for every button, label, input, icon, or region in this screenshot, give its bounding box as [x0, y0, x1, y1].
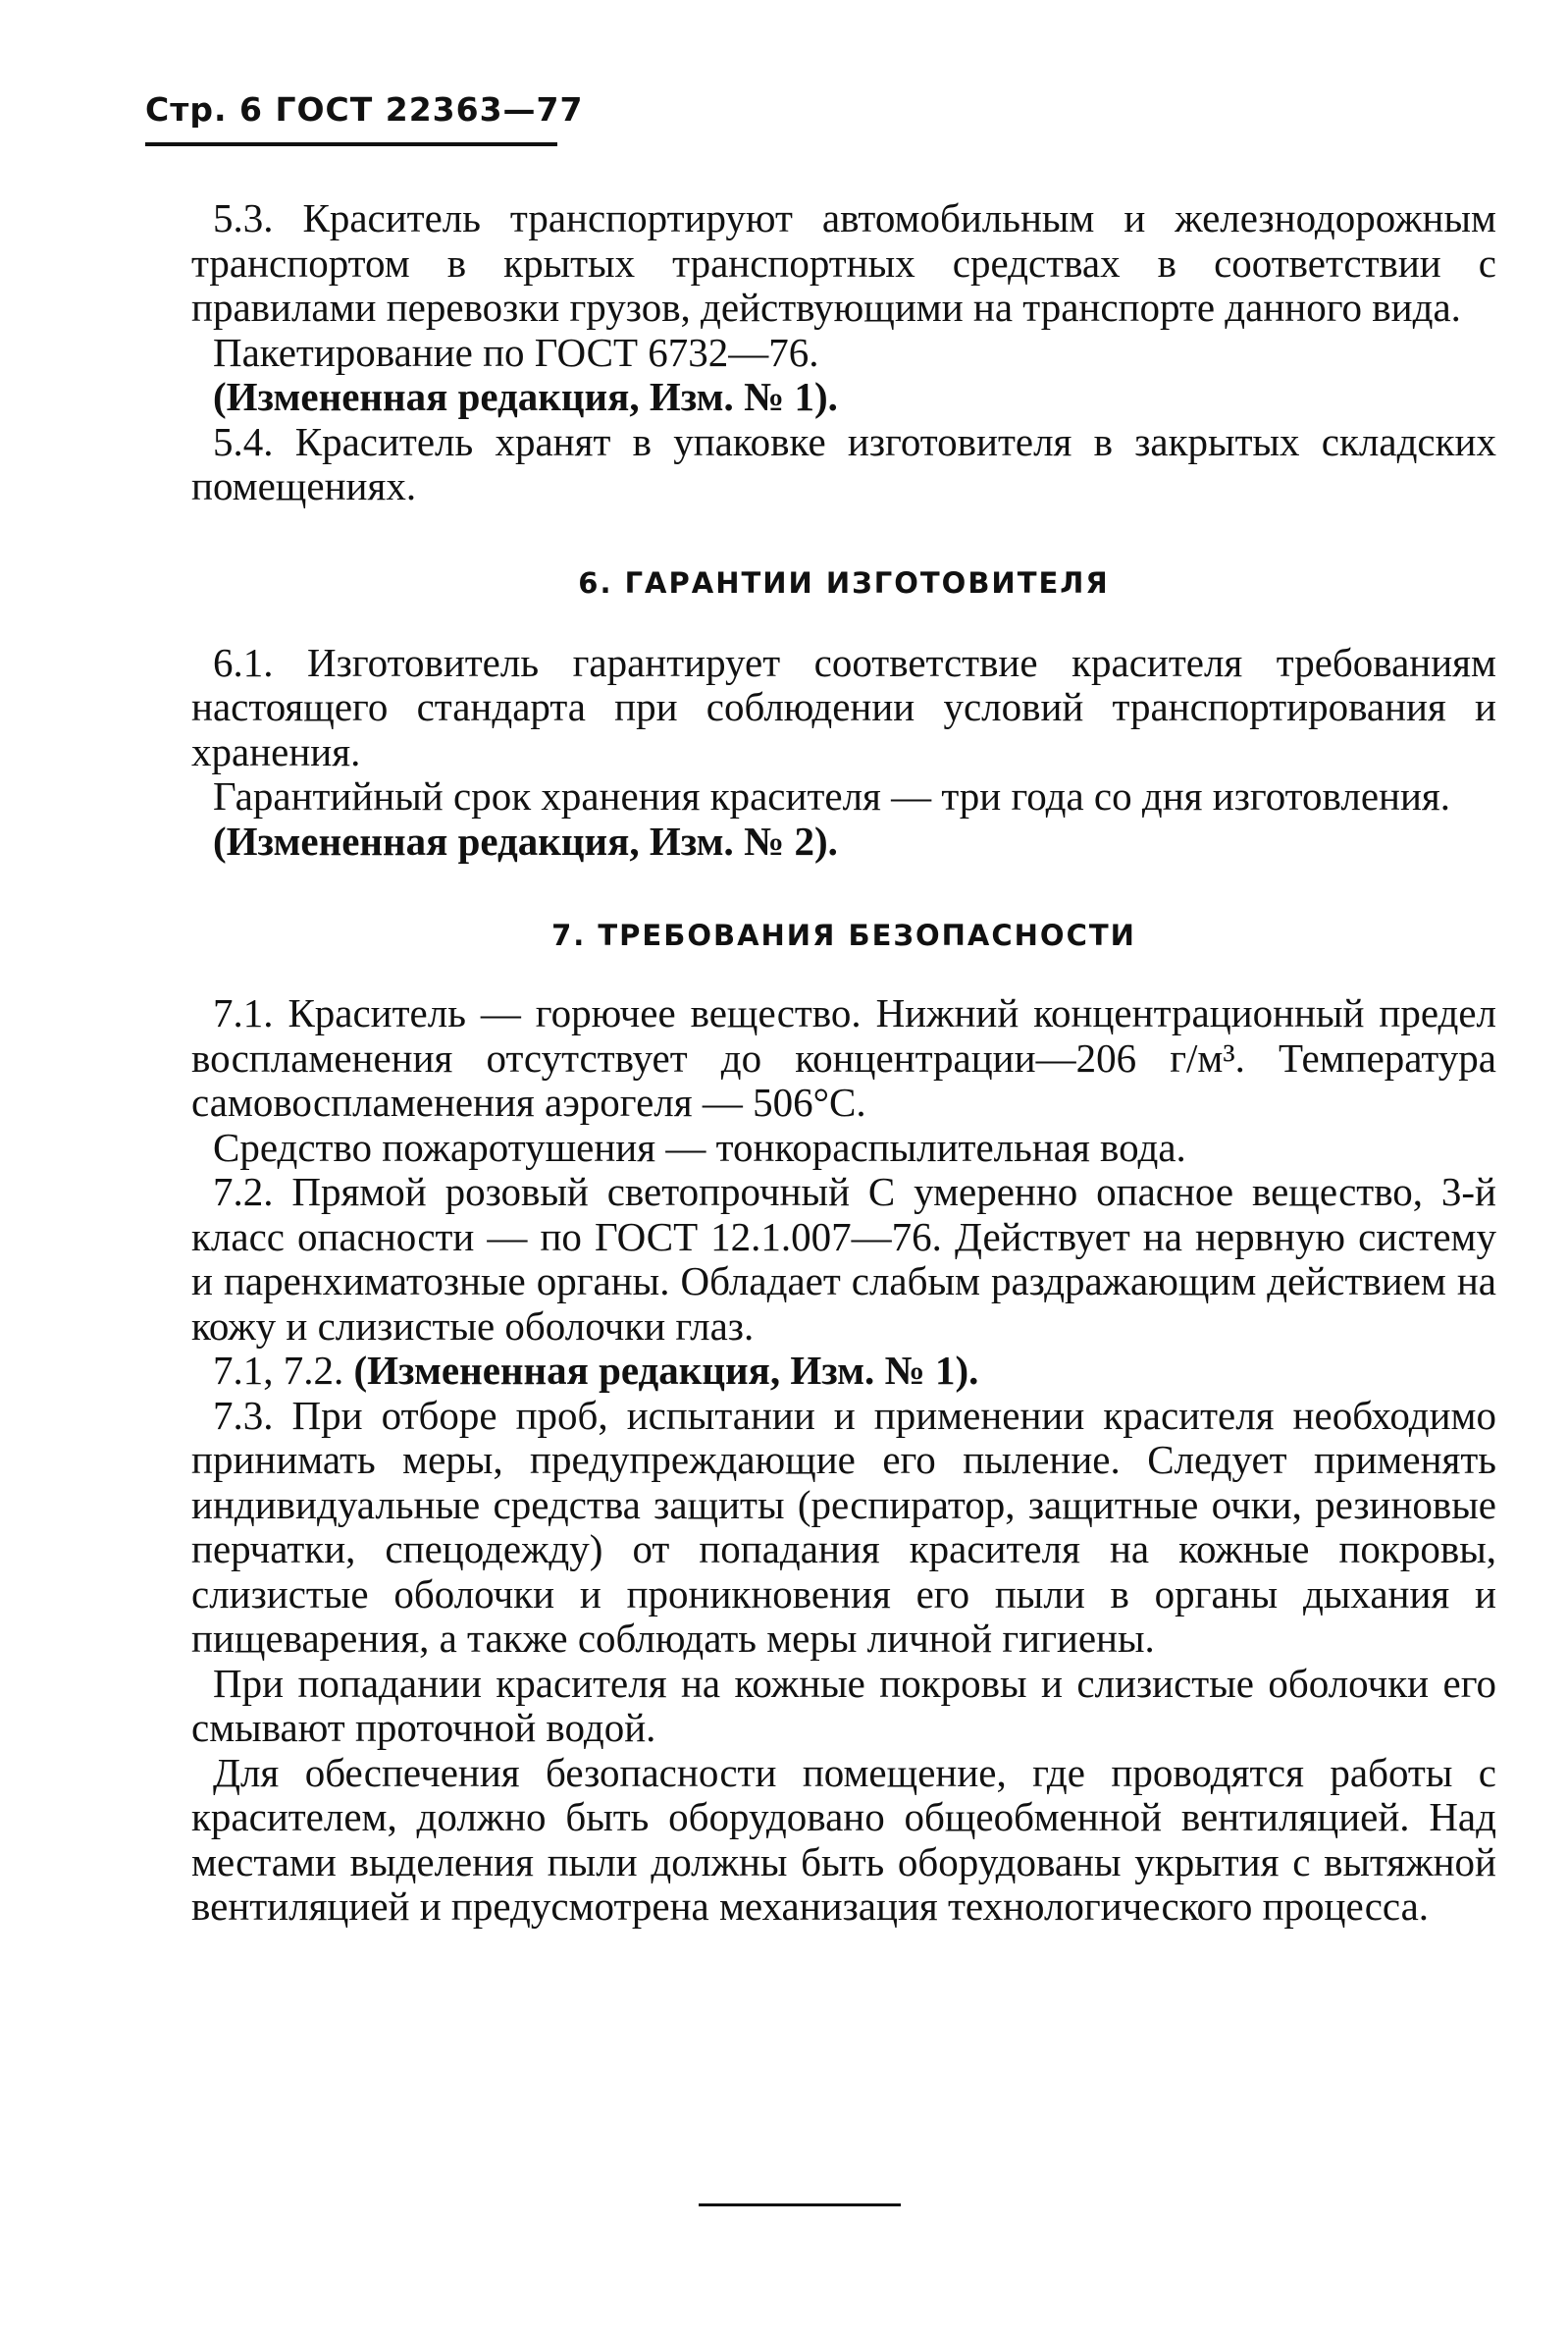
amendment-prefix: 7.1, 7.2. [213, 1348, 344, 1393]
running-head: Стр. 6 ГОСТ 22363—77 [145, 90, 584, 129]
paragraph-warranty: Гарантийный срок хранения красителя — три года со дня изготовления. [213, 773, 1451, 819]
paragraph-5-3: 5.3. Краситель транспортируют автомобильным и железнодорожным транспортом в крытых транспортных средствах в соответствии с правилами перевозки грузов, действующими на транспорте данного вида. [191, 195, 1496, 330]
paragraph-extinguishing: Средство пожаротушения — тонкораспылительная вода. [213, 1124, 1186, 1170]
paragraph-7-1: 7.1. Краситель — горючее вещество. Нижний концентрационный предел воспламенения отсутствует до концентрации—206 г/м³. Температура самовоспламенения аэрогеля — 506°С. [191, 990, 1496, 1125]
paragraph-ventilation: Для обеспечения безопасности помещение, где проводятся работы с красителем, должно быть оборудовано общеобменной вентиляцией. Над местами выделения пыли должны быть оборудованы укрытия с вытяжной вентиляцией и предусмотрена механизация технологического процесса. [191, 1749, 1496, 1929]
amendment-note-7 [191, 1349, 1496, 1394]
paragraph-6-1: 6.1. Изготовитель гарантирует соответствие красителя требованиям настоящего стандарта при соблюдении условий транспортирования и хранения. [191, 639, 1496, 774]
amendment-note-1: (Измененная редакция, Изм. № 1). [213, 374, 838, 419]
amendment-text: (Измененная редакция, Изм. № 1). [353, 1348, 979, 1393]
section-6-heading: 6. ГАРАНТИИ ИЗГОТОВИТЕЛЯ [578, 565, 1110, 600]
header-rule [145, 142, 557, 146]
amendment-note-2: (Измененная редакция, Изм. № 2). [213, 818, 838, 864]
paragraph-7-2: 7.2. Прямой розовый светопрочный С умеренно опасное вещество, 3-й класс опасности — по ГОСТ 12.1.007—76. Действует на нервную систему и паренхиматозные органы. Обладает слабым раздражающим действием на кожу и слизистые оболочки глаз. [191, 1169, 1496, 1349]
paragraph-5-4: 5.4. Краситель хранят в упаковке изготовителя в закрытых складских помещениях. [191, 418, 1496, 508]
paragraph-7-3: 7.3. При отборе проб, испытании и применении красителя необходимо принимать меры, предупреждающие его пыление. Следует применять индивидуальные средства защиты (респиратор, защитные очки, резиновые перчатки, спецодежду) от попадания красителя на кожные покровы, слизистые оболочки и проникновения его пыли в органы дыхания и пищеварения, а также соблюдать меры личной гигиены. [191, 1392, 1496, 1661]
paragraph-wash: При попадании красителя на кожные покровы и слизистые оболочки его смывают проточной водой. [191, 1660, 1496, 1750]
end-rule [699, 2203, 901, 2206]
document-body [191, 196, 1496, 1930]
paragraph-packaging: Пакетирование по ГОСТ 6732—76. [213, 329, 819, 375]
section-7-heading: 7. ТРЕБОВАНИЯ БЕЗОПАСНОСТИ [551, 919, 1136, 952]
